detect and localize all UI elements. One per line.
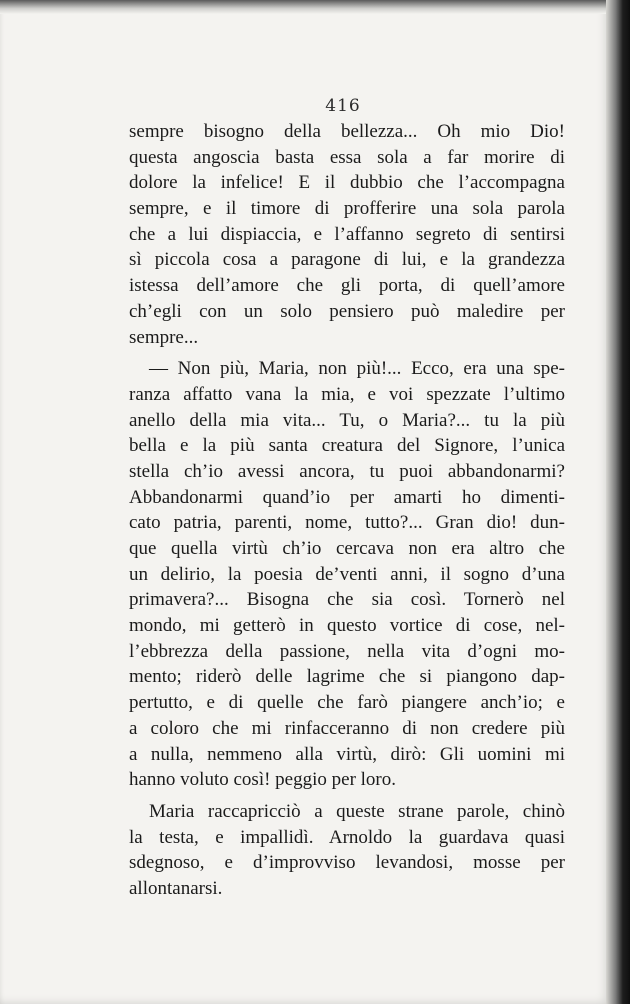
text-line: istessa dell’amore che gli porta, di quell’amore bbox=[129, 275, 565, 297]
page-top-edge bbox=[0, 0, 612, 14]
text-line: sdegnoso, e d’improvviso levandosi, mosse per bbox=[129, 852, 565, 874]
text-line: primavera?... Bisogna che sia così. Tornerò nel bbox=[129, 589, 565, 611]
text-line: a nulla, nemmeno alla virtù, dirò: Gli uomini mi bbox=[129, 743, 565, 765]
text-line: mento; riderò delle lagrime che si piangono dap- bbox=[129, 666, 565, 688]
paragraph-2 bbox=[129, 356, 565, 793]
text-line: un delirio, la poesia de’venti anni, il sogno d’una bbox=[129, 563, 565, 585]
paragraph-3 bbox=[129, 799, 565, 902]
text-line: allontanarsi. bbox=[129, 877, 223, 899]
text-line: sempre bisogno della bellezza... Oh mio Dio! bbox=[129, 121, 565, 142]
text-line: hanno voluto così! peggio per loro. bbox=[129, 769, 397, 791]
text-line: l’ebbrezza della passione, nella vita d’ogni mo- bbox=[129, 640, 565, 662]
text-line: a coloro che mi rinfacceranno di non credere più bbox=[129, 717, 565, 739]
page-number: 416 bbox=[325, 96, 361, 116]
text-line: ranza affatto vana la mia, e voi spezzate l’ultimo bbox=[129, 383, 565, 405]
text-line: cato patria, parenti, nome, tutto?... Gran dio! dun- bbox=[129, 512, 565, 534]
body-text bbox=[129, 119, 565, 902]
book-spine-edge bbox=[606, 0, 630, 1004]
text-line: anello della mia vita... Tu, o Maria?... tu la più bbox=[129, 409, 565, 431]
text-line: sempre, e il timore di profferire una sola parola bbox=[129, 198, 565, 220]
text-line: Abbandonarmi quand’io per amarti ho dimenti- bbox=[129, 486, 565, 508]
text-line: ch’egli con un solo pensiero può maledire per bbox=[129, 300, 565, 322]
text-line: stella ch’io avessi ancora, tu puoi abbandonarmi? bbox=[129, 460, 565, 482]
text-line: pertutto, e di quelle che farò piangere anch’io; e bbox=[129, 692, 565, 714]
text-line: che a lui dispiaccia, e l’affanno segreto di sentirsi bbox=[129, 223, 565, 245]
text-line: — Non più, Maria, non più!... Ecco, era una spe- bbox=[149, 358, 565, 380]
text-line: bella e la più santa creatura del Signore, l’unica bbox=[129, 435, 565, 457]
text-line: que quella virtù ch’io cercava non era altro che bbox=[129, 538, 565, 559]
text-line: dolore la infelice! E il dubbio che l’accompagna bbox=[129, 172, 565, 194]
text-line: la testa, e impallidì. Arnoldo la guardava quasi bbox=[129, 826, 565, 848]
text-line: sì piccola cosa a paragone di lui, e la grandezza bbox=[129, 249, 565, 271]
text-line: questa angoscia basta essa sola a far morire di bbox=[129, 146, 565, 168]
text-line: mondo, mi getterò in questo vortice di cose, nel- bbox=[129, 615, 565, 637]
paragraph-1 bbox=[129, 119, 565, 350]
text-line: sempre... bbox=[129, 326, 199, 348]
text-line: Maria raccapricciò a queste strane parole, chinò bbox=[149, 800, 565, 822]
